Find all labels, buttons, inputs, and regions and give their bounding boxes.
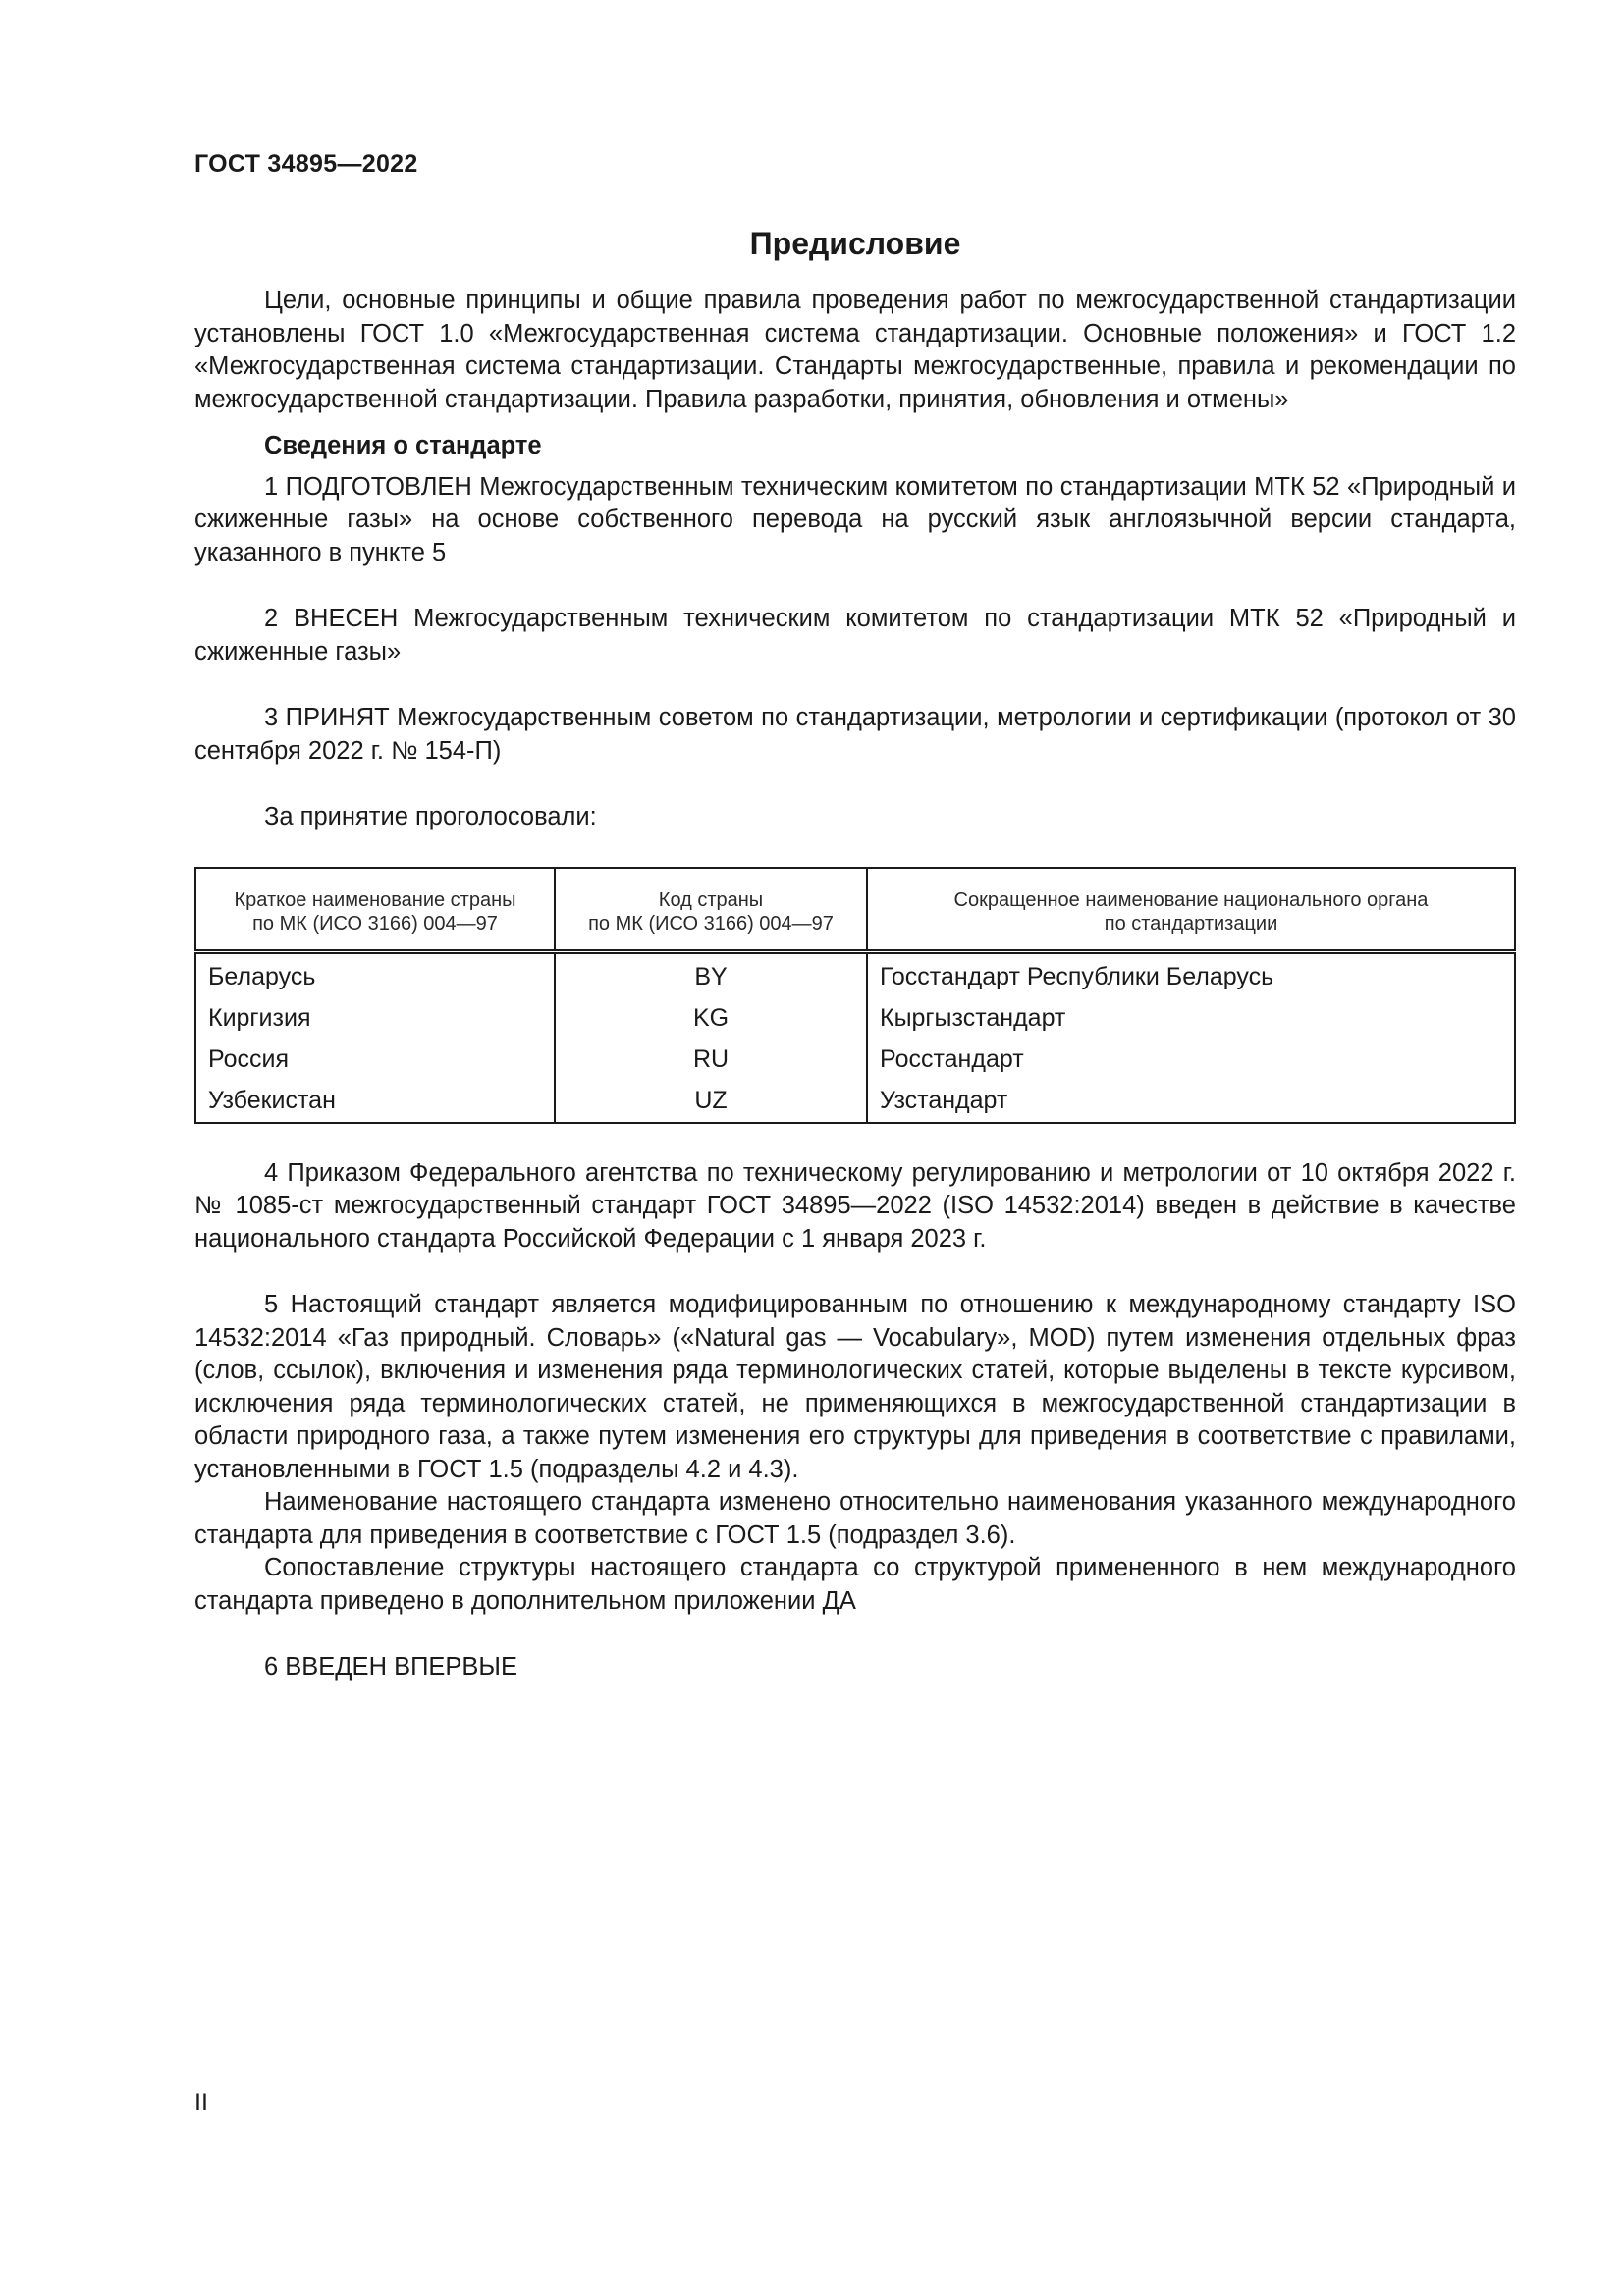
item-5-modification: 5 Настоящий стандарт является модифицированным по отношению к международному стандарту ISO 14532:2014 «Газ природный. Словарь» («Natural gas — Vocabulary», MOD) путем изменения отдельных фраз (слов, ссылок), включения и изменения ряда терминологических статей, которые выделены в тексте курсивом, исключения ряда терминологических статей, не применяющихся в межгосударственной стандартизации в области природного газа, а также путем изменения его структуры для приведения в соответствие с правилами, установленными в ГОСТ 1.5 (подразделы 4.2 и 4.3). — [194, 1291, 1516, 1483]
item-1-prepared: 1 ПОДГОТОВЛЕН Межгосударственным техническим комитетом по стандартизации МТК 52 «Природный и сжиженные газы» на основе собственного перевода на русский язык англоязычной версии стандарта, указанного в пункте 5 — [194, 472, 1516, 566]
table-row — [195, 1000, 1515, 1041]
table-header-row — [195, 868, 1515, 952]
item-5-name-change: Наименование настоящего стандарта изменено относительно наименования указанного международного стандарта для приведения в соответствие с ГОСТ 1.5 (подраздел 3.6). — [194, 1488, 1516, 1549]
item-3-adopted: 3 ПРИНЯТ Межгосударственным советом по стандартизации, метрологии и сертификации (протокол от 30 сентября 2022 г. № 154-П) — [194, 704, 1516, 765]
document-id-header: ГОСТ 34895—2022 — [194, 150, 418, 178]
country-name-cell: Киргизия — [195, 1000, 555, 1041]
national-body-cell: Узстандарт — [867, 1083, 1515, 1123]
foreword-body — [194, 285, 1516, 1684]
intro-paragraph: Цели, основные принципы и общие правила проведения работ по межгосударственной стандартизации установлены ГОСТ 1.0 «Межгосударственная система стандартизации. Основные положения» и ГОСТ 1.2 «Межгосударственная система стандартизации. Стандарты межгосударственные, правила и рекомендации по межгосударственной стандартизации. Правила разработки, принятия, обновления и отмены» — [194, 287, 1516, 413]
table-row — [195, 1041, 1515, 1083]
item-6-first-introduced: 6 ВВЕДЕН ВПЕРВЫЕ — [264, 1653, 518, 1681]
country-name-cell: Россия — [195, 1041, 555, 1083]
national-body-cell: Кыргызстандарт — [867, 1000, 1515, 1041]
country-name-cell: Беларусь — [195, 951, 555, 1000]
country-code-cell: RU — [555, 1041, 867, 1083]
header-country-name: Краткое наименование страны по МК (ИСО 3166) 004—97 — [195, 868, 555, 952]
country-code-cell: KG — [555, 1000, 867, 1041]
page-number: II — [194, 2089, 208, 2116]
country-code-cell: BY — [555, 951, 867, 1000]
table-row — [195, 951, 1515, 1000]
header-national-body: Сокращенное наименование национального органа по стандартизации — [867, 868, 1515, 952]
header-country-code: Код страны по МК (ИСО 3166) 004—97 — [555, 868, 867, 952]
votes-table — [194, 867, 1516, 1124]
table-row — [195, 1083, 1515, 1123]
national-body-cell: Госстандарт Республики Беларусь — [867, 951, 1515, 1000]
item-2-introduced: 2 ВНЕСЕН Межгосударственным техническим комитетом по стандартизации МТК 52 «Природный и сжиженные газы» — [194, 605, 1516, 666]
country-name-cell: Узбекистан — [195, 1083, 555, 1123]
item-4-order: 4 Приказом Федерального агентства по техническому регулированию и метрологии от 10 октября 2022 г. № 1085-ст межгосударственный стандарт ГОСТ 34895—2022 (ISO 14532:2014) введен в действие в качестве национального стандарта Российской Федерации с 1 января 2023 г. — [194, 1158, 1516, 1253]
national-body-cell: Росстандарт — [867, 1041, 1515, 1083]
info-heading: Сведения о стандарте — [264, 432, 542, 459]
item-5-structure-comparison: Сопоставление структуры настоящего стандарта со структурой примененного в нем международного стандарта приведено в дополнительном приложении ДА — [194, 1554, 1516, 1615]
page-title: Предисловие — [749, 226, 961, 261]
country-code-cell: UZ — [555, 1083, 867, 1123]
votes-label: За принятие проголосовали: — [264, 803, 597, 830]
